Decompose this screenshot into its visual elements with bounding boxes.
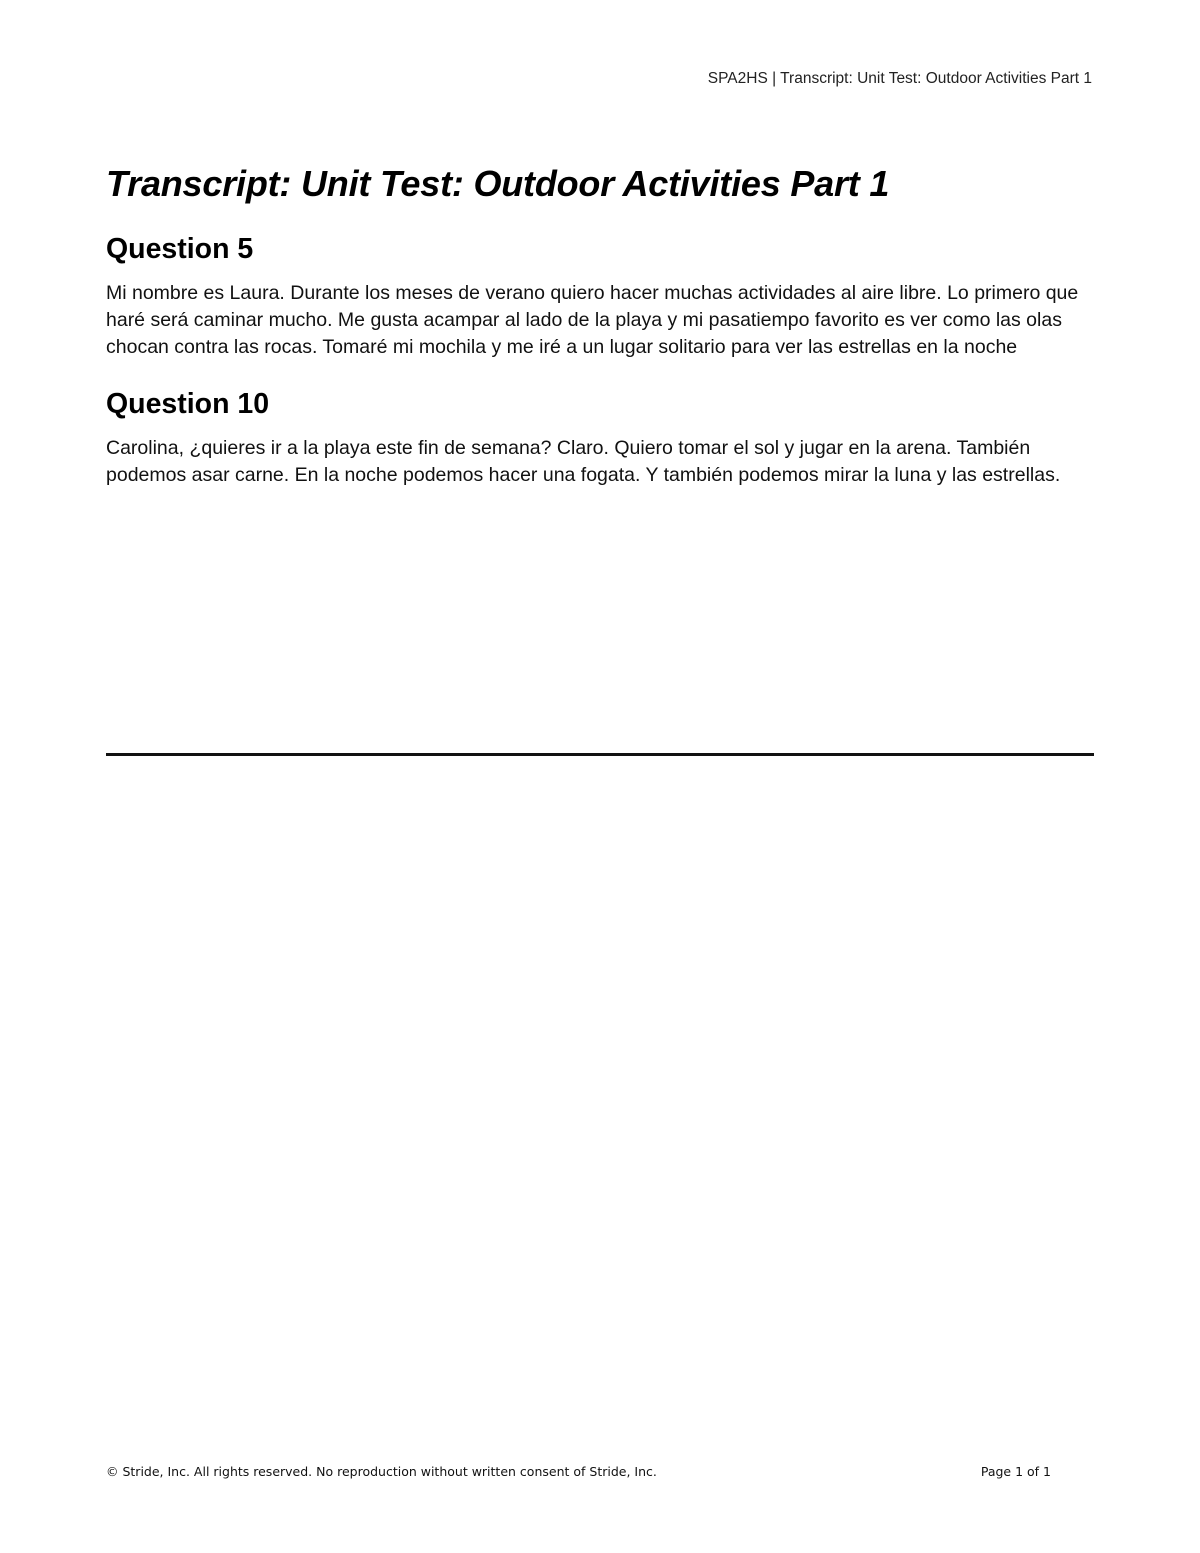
question-5-transcript: Mi nombre es Laura. Durante los meses de verano quiero hacer muchas actividades al aire libre. Lo primero que haré será caminar mucho. Me gusta acampar al lado de la playa y mi pasatiempo favorito es ver como las olas chocan contra las rocas. Tomaré mi mochila y me iré a un lugar solitario para ver las estrellas en la noche bbox=[106, 282, 1079, 358]
question-10-heading: Question 10 bbox=[106, 388, 270, 420]
page-number: Page 1 of 1 bbox=[980, 1464, 1051, 1479]
section-divider bbox=[106, 753, 1094, 756]
running-header: SPA2HS | Transcript: Unit Test: Outdoor Activities Part 1 bbox=[707, 70, 1092, 87]
copyright-notice: © Stride, Inc. All rights reserved. No reproduction without written consent of Stride, Inc. bbox=[106, 1464, 657, 1479]
question-10-section bbox=[106, 385, 1096, 489]
question-5-heading: Question 5 bbox=[106, 233, 254, 265]
document-title: Transcript: Unit Test: Outdoor Activities Part 1 bbox=[106, 163, 890, 204]
document-body bbox=[106, 160, 1096, 489]
question-10-transcript: Carolina, ¿quieres ir a la playa este fin de semana? Claro. Quiero tomar el sol y jugar en la arena. También podemos asar carne. En la noche podemos hacer una fogata. Y también podemos mirar la luna y las estrellas. bbox=[106, 437, 1061, 486]
question-5-section bbox=[106, 230, 1096, 361]
